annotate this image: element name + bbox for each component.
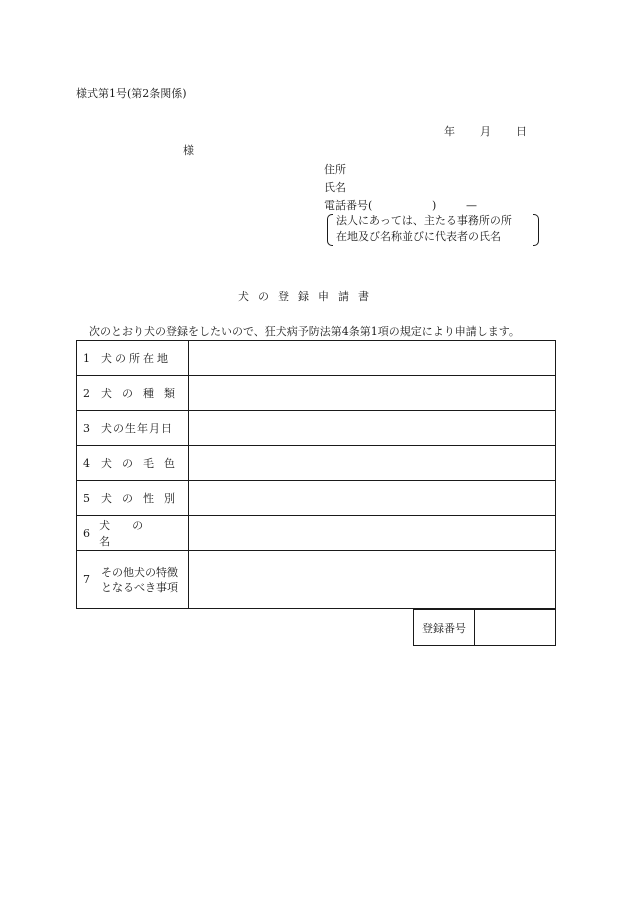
corporate-note-line2: 在地及び名称並びに代表者の氏名 <box>336 230 501 243</box>
bracket-left <box>327 214 333 246</box>
row-label <box>77 481 189 516</box>
row-label-text: 犬の生年月日 <box>101 422 173 435</box>
row-label-line2: となるべき事項 <box>101 580 178 594</box>
phone-close: ) <box>432 199 437 212</box>
row-label-text: 犬の名 <box>99 519 166 548</box>
address-label: 住所 <box>324 163 346 176</box>
row-label-text: 犬の性別 <box>101 492 185 505</box>
table-row <box>77 376 556 411</box>
bracket-right <box>533 214 539 246</box>
row-label <box>77 411 189 446</box>
table-row <box>77 341 556 376</box>
application-table <box>76 340 556 609</box>
phone-dash: — <box>466 199 477 212</box>
dog-sex-field[interactable] <box>189 481 556 516</box>
document-title: 犬の登録申請書 <box>238 290 378 303</box>
row-number: 7 <box>83 573 90 586</box>
row-label <box>77 341 189 376</box>
row-label-text: 犬の毛色 <box>101 457 185 470</box>
date-month: 月 <box>480 125 491 138</box>
dog-name-field[interactable] <box>189 516 556 551</box>
row-label <box>77 516 189 551</box>
corporate-note <box>327 212 539 246</box>
row-number: 1 <box>83 351 90 365</box>
corporate-note-line1: 法人にあっては、主たる事務所の所 <box>336 214 512 227</box>
registration-box <box>413 609 556 646</box>
intro-text: 次のとおり犬の登録をしたいので、狂犬病予防法第4条第1項の規定により申請します。 <box>89 325 520 338</box>
row-label <box>77 376 189 411</box>
phone-label: 電話番号( <box>324 199 373 212</box>
row-number: 2 <box>83 386 90 400</box>
row-number: 3 <box>83 421 90 435</box>
row-label-text: 犬の所在地 <box>101 352 171 365</box>
dog-coat-color-field[interactable] <box>189 446 556 481</box>
row-number: 4 <box>83 456 90 470</box>
registration-number-field[interactable] <box>475 610 556 646</box>
row-label-line1: その他犬の特徴 <box>101 565 178 579</box>
row-number: 6 <box>83 526 90 540</box>
dog-location-field[interactable] <box>189 341 556 376</box>
applicant-block <box>324 161 477 215</box>
date-row <box>444 123 527 139</box>
date-year: 年 <box>444 125 455 138</box>
dog-other-features-field[interactable] <box>189 551 556 609</box>
addressee-honorific: 様 <box>183 144 194 157</box>
corporate-note-text <box>336 213 512 245</box>
table-row <box>77 446 556 481</box>
name-label: 氏名 <box>324 181 346 194</box>
form-number: 様式第1号(第2条関係) <box>76 87 187 100</box>
row-label <box>77 446 189 481</box>
row-label-text: 犬の種類 <box>101 387 185 400</box>
row-number: 5 <box>83 491 90 505</box>
row-label-text <box>101 565 178 595</box>
table-row <box>77 516 556 551</box>
table-row <box>77 481 556 516</box>
row-label <box>77 551 189 609</box>
dog-breed-field[interactable] <box>189 376 556 411</box>
dog-birthdate-field[interactable] <box>189 411 556 446</box>
registration-number-label: 登録番号 <box>414 610 475 646</box>
table-row <box>77 551 556 609</box>
table-row <box>77 411 556 446</box>
date-day: 日 <box>516 125 527 138</box>
